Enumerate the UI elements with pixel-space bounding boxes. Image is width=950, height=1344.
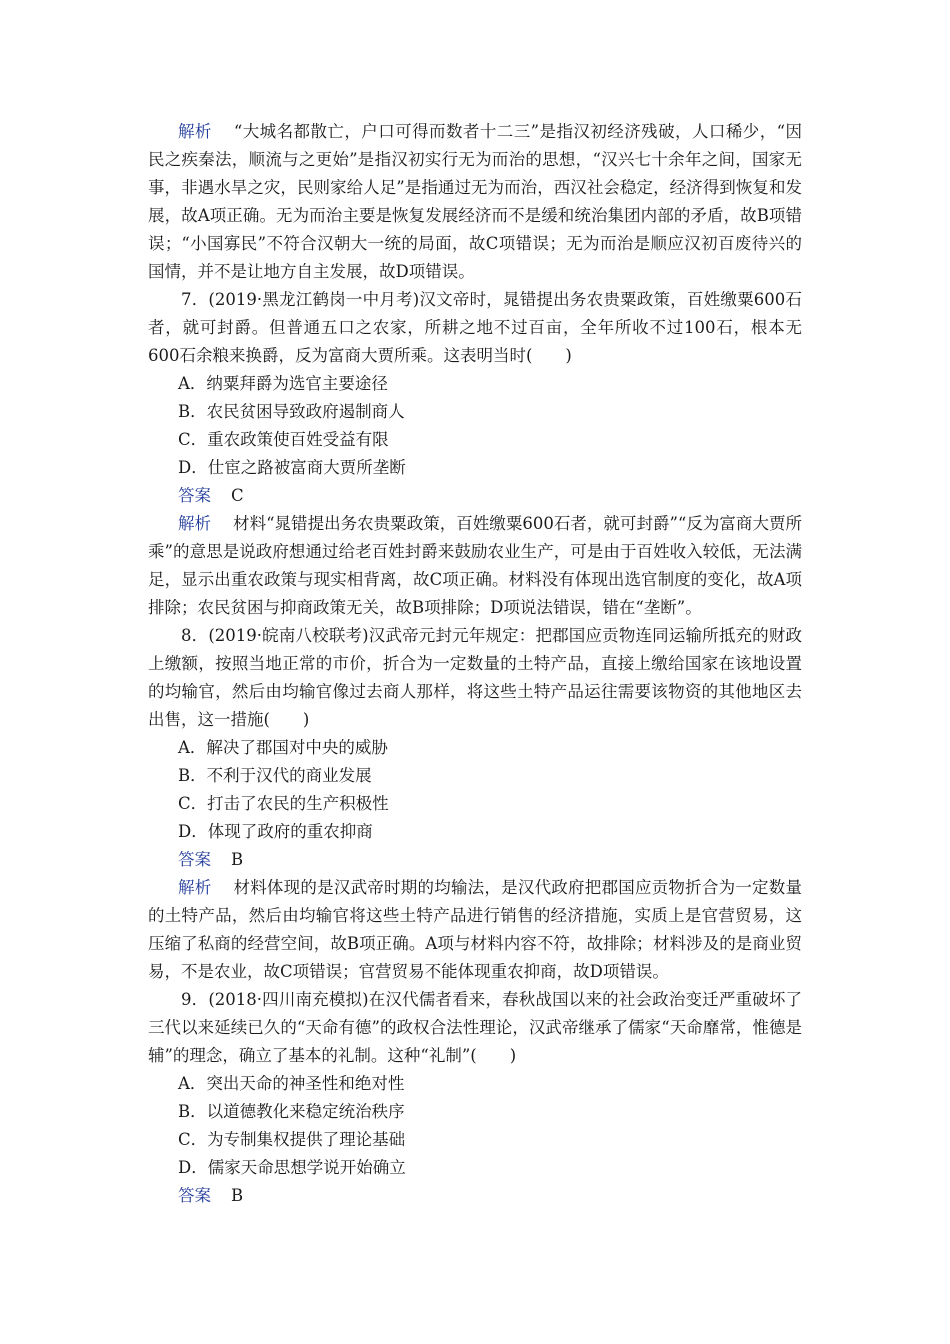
question-8-option-c: C．打击了农民的生产积极性 xyxy=(178,794,389,813)
question-8-option-a: A．解决了郡国对中央的威胁 xyxy=(178,738,388,757)
question-9-option-c: C．为专制集权提供了理论基础 xyxy=(178,1130,406,1149)
answer-value: C xyxy=(231,486,244,505)
question-7-option-b: B．农民贫困导致政府遏制商人 xyxy=(178,402,405,421)
answer-label: 答案 xyxy=(178,486,211,505)
question-8-stem: 8．(2019·皖南八校联考)汉武帝元封元年规定：把郡国应贡物连同运输所抵充的财政上缴额，按照当地正常的市价，折合为一定数量的土特产品，直接上缴给国家在该地设置的均输官，然后由均输官像过去商人那样，将这些土特产品运往需要该物资的其他地区去出售，这一措施( ) xyxy=(148,626,802,729)
answer-label: 答案 xyxy=(178,850,211,869)
question-9-option-b: B．以道德教化来稳定统治秩序 xyxy=(178,1102,405,1121)
answer-label: 答案 xyxy=(178,1186,211,1205)
analysis-text: 材料体现的是汉武帝时期的均输法，是汉代政府把郡国应贡物折合为一定数量的土特产品，然后由均输官将这些土特产品进行销售的经济措施，实质上是官营贸易，这压缩了私商的经营空间，故B项正确。A项与材料内容不符，故排除；材料涉及的是商业贸易，不是农业，故C项错误；官营贸易不能体现重农抑商，故D项错误。 xyxy=(148,878,803,981)
question-8-option-b: B．不利于汉代的商业发展 xyxy=(178,766,372,785)
analysis-q7 xyxy=(148,510,802,622)
question-8-option-d: D．体现了政府的重农抑商 xyxy=(178,822,373,841)
question-8-answer xyxy=(148,846,802,874)
question-7-option-c: C．重农政策使百姓受益有限 xyxy=(178,430,389,449)
question-9-option-a: A．突出天命的神圣性和绝对性 xyxy=(178,1074,405,1093)
answer-value: B xyxy=(231,850,244,869)
analysis-label: 解析 xyxy=(178,122,212,141)
question-9-stem: 9．(2018·四川南充模拟)在汉代儒者看来，春秋战国以来的社会政治变迁严重破坏了三代以来延续已久的“天命有德”的政权合法性理论，汉武帝继承了儒家“天命靡常，惟德是辅”的理念，确立了基本的礼制。这种“礼制”( ) xyxy=(148,990,802,1065)
question-7-option-a: A．纳粟拜爵为选官主要途径 xyxy=(178,374,388,393)
analysis-q8 xyxy=(148,874,802,986)
analysis-text: 材料“晁错提出务农贵粟政策，百姓缴粟600石者，就可封爵”“反为富商大贾所乘”的意思是说政府想通过给老百姓封爵来鼓励农业生产，可是由于百姓收入较低，无法满足，显示出重农政策与现实相背离，故C项正确。材料没有体现出选官制度的变化，故A项排除；农民贫困与抑商政策无关，故B项排除；D项说法错误，错在“垄断”。 xyxy=(148,514,802,617)
question-9-answer xyxy=(148,1182,802,1210)
question-7-stem: 7．(2019·黑龙江鹤岗一中月考)汉文帝时，晁错提出务农贵粟政策，百姓缴粟600石者，就可封爵。但普通五口之农家，所耕之地不过百亩，全年所收不过100石，根本无600石余粮来换爵，反为富商大贾所乘。这表明当时( ) xyxy=(148,290,802,365)
analysis-label: 解析 xyxy=(178,878,212,897)
analysis-text: “大城名都散亡，户口可得而数者十二三”是指汉初经济残破，人口稀少，“因民之疾秦法，顺流与之更始”是指汉初实行无为而治的思想，“汉兴七十余年之间，国家无事，非遇水旱之灾，民则家给人足”是指通过无为而治，西汉社会稳定，经济得到恢复和发展，故A项正确。无为而治主要是恢复发展经济而不是缓和统治集团内部的矛盾，故B项错误；“小国寡民”不符合汉朝大一统的局面，故C项错误；无为而治是顺应汉初百废待兴的国情，并不是让地方自主发展，故D项错误。 xyxy=(148,122,802,281)
question-7-answer xyxy=(148,482,802,510)
question-9-option-d: D．儒家天命思想学说开始确立 xyxy=(178,1158,406,1177)
answer-value: B xyxy=(231,1186,244,1205)
analysis-q6 xyxy=(148,118,802,286)
question-7-option-d: D．仕宦之路被富商大贾所垄断 xyxy=(178,458,406,477)
analysis-label: 解析 xyxy=(178,514,212,533)
